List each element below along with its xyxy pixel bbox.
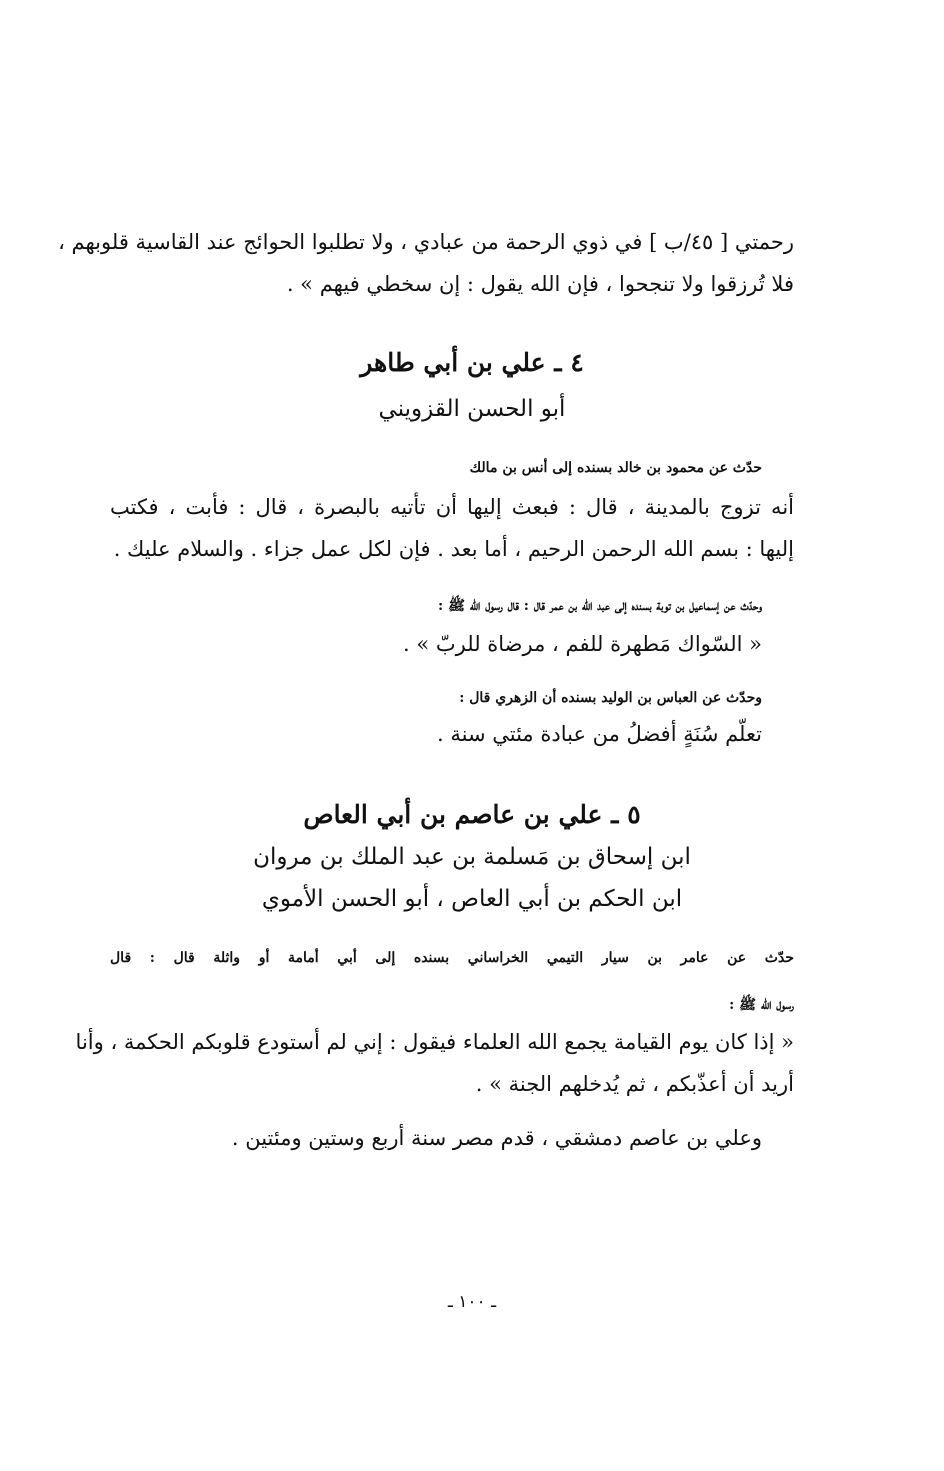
entry-4-subtitle: أبو الحسن القزويني (378, 396, 566, 422)
intro-line-1: رحمتي [ ٤٥/ب ] في ذوي الرحمة من عبادي ، ولا تطلبوا الحوائج عند القاسية قلوبهم ، (58, 230, 794, 254)
entry-5-hadith-1-line-1: « إذا كان يوم القيامة يجمع الله العلماء فيقول : إني لم أستودع قلوبكم الحكمة ، وأنا (75, 1030, 794, 1054)
entry-5-hadith-1-narrator-line-2: رسول الله ﷺ : (729, 997, 794, 1013)
entry-4-hadith-1-line-2: إليها : بسم الله الرحمن الرحيم ، أما بعد . فإن لكل عمل جزاء . والسلام عليك . (113, 537, 794, 561)
entry-5-hadith-1-line-2: أريد أن أعذّبكم ، ثم يُدخلهم الجنة » . (475, 1072, 794, 1096)
entry-4-hadith-1-narrator: حدّث عن محمود بن خالد بسنده إلى أنس بن مالك (469, 460, 762, 476)
intro-line-2: فلا تُرزقوا ولا تنجحوا ، فإن الله يقول : إن سخطي فيهم » . (286, 272, 794, 296)
entry-5-subtitle-line-1: ابن إسحاق بن مَسلمة بن عبد الملك بن مروان (253, 844, 691, 870)
entry-4-hadith-3-line-1: تعلّم سُنَةٍ أفضلُ من عبادة مئتي سنة . (437, 722, 762, 746)
entry-4-title: ٤ ـ علي بن أبي طاهر (360, 348, 584, 377)
entry-4-hadith-3-narrator: وحدّث عن العباس بن الوليد بسنده أن الزهري قال : (459, 690, 762, 706)
page-number: ـ ١٠٠ ـ (447, 1292, 497, 1312)
entry-4-hadith-1-line-1: أنه تزوج بالمدينة ، قال : فبعث إليها أن تأتيه بالبصرة ، قال : فأبت ، فكتب (110, 495, 794, 519)
entry-5-title: ٥ ـ علي بن عاصم بن أبي العاص (303, 800, 641, 829)
entry-4-hadith-2-narrator: وحدّث عن إسماعيل بن توبة بسنده إلى عبد الله بن عمر قال : قال رسول الله ﷺ : (438, 598, 762, 614)
entry-4-hadith-2-line-1: « السّواك مَطهرة للفم ، مرضاة للربّ » . (403, 632, 762, 656)
entry-5-note: وعلي بن عاصم دمشقي ، قدم مصر سنة أربع وستين ومئتين . (231, 1126, 762, 1150)
entry-5-subtitle-line-2: ابن الحكم بن أبي العاص ، أبو الحسن الأموي (261, 886, 683, 912)
entry-5-hadith-1-narrator-line-1: حدّث عن عامر بن سيار التيمي الخراساني بسنده إلى أبي أمامة أو واثلة قال : قال (110, 950, 794, 966)
